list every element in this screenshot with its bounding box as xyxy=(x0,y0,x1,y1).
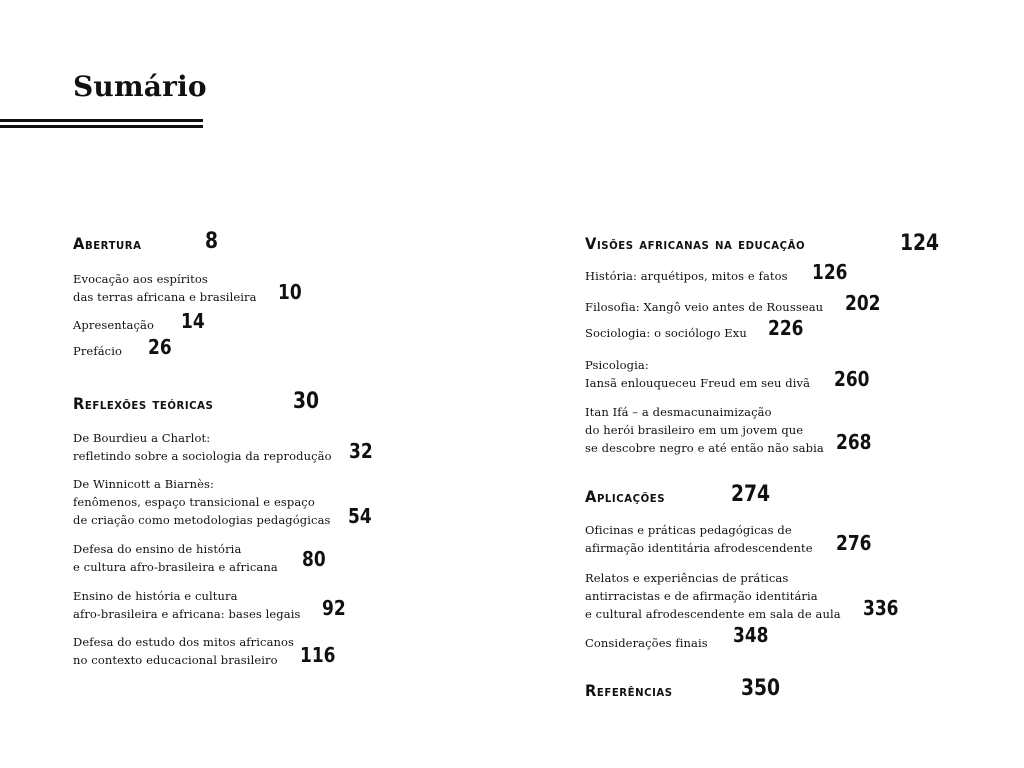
entry-page-number: 54 xyxy=(348,504,372,528)
entry-page-number: 26 xyxy=(148,335,172,359)
entry-title-line: De Bourdieu a Charlot: xyxy=(73,431,211,445)
section-page-number: 8 xyxy=(205,229,219,254)
entry-title-line: e cultura afro-brasileira e africana xyxy=(73,560,278,574)
entry-title-line: De Winnicott a Biarnès: xyxy=(73,477,215,491)
entry-page-number: 14 xyxy=(181,309,205,333)
page-title: Sumário xyxy=(73,70,207,103)
entry-title-line: se descobre negro e até então não sabia xyxy=(585,441,824,455)
entry-page-number: 126 xyxy=(812,260,848,284)
entry-title-line: Considerações finais xyxy=(585,636,708,650)
entry-page-number: 226 xyxy=(768,316,804,340)
section-page-number: 124 xyxy=(900,231,940,256)
entry-page-number: 268 xyxy=(836,430,872,454)
entry-title-line: afro-brasileira e africana: bases legais xyxy=(73,607,301,621)
entry-title-line: Oficinas e práticas pedagógicas de xyxy=(585,523,792,537)
title-rule-top xyxy=(0,119,203,122)
entry-title-line: refletindo sobre a sociologia da reprodução xyxy=(73,449,332,463)
section-title: Abertura xyxy=(73,234,142,253)
entry-title-line: do herói brasileiro em um jovem que xyxy=(585,423,804,437)
entry-page-number: 336 xyxy=(863,596,899,620)
entry-title-line: Psicologia: xyxy=(585,358,649,372)
entry-title-line: Defesa do estudo dos mitos africanos xyxy=(73,635,295,649)
entry-title-line: Apresentação xyxy=(73,318,154,332)
section-page-number: 30 xyxy=(293,389,320,414)
title-rule-bottom xyxy=(0,125,203,128)
entry-title-line: História: arquétipos, mitos e fatos xyxy=(585,269,788,283)
entry-page-number: 92 xyxy=(322,596,346,620)
entry-title-line: Ensino de história e cultura xyxy=(73,589,238,603)
entry-title-line: antirracistas e de afirmação identitária xyxy=(585,589,818,603)
entry-title-line: Iansã enlouqueceu Freud em seu divã xyxy=(585,376,811,390)
entry-page-number: 32 xyxy=(349,439,373,463)
entry-page-number: 80 xyxy=(302,547,326,571)
entry-title-line: Itan Ifá – a desmacunaimização xyxy=(585,405,772,419)
section-title: Aplicações xyxy=(585,487,666,506)
entry-title-line: Relatos e experiências de práticas xyxy=(585,571,789,585)
entry-title-line: Evocação aos espíritos xyxy=(73,272,208,286)
entry-title-line: e cultural afrodescendente em sala de aula xyxy=(585,607,841,621)
section-page-number: 274 xyxy=(731,482,771,507)
entry-title-line: fenômenos, espaço transicional e espaço xyxy=(73,495,315,509)
entry-page-number: 202 xyxy=(845,291,881,315)
entry-page-number: 348 xyxy=(733,623,769,647)
section-page-number: 350 xyxy=(741,676,781,701)
entry-page-number: 116 xyxy=(300,643,336,667)
entry-page-number: 260 xyxy=(834,367,870,391)
section-title: Referências xyxy=(585,681,673,700)
entry-title-line: afirmação identitária afrodescendente xyxy=(585,541,813,555)
entry-page-number: 276 xyxy=(836,531,872,555)
entry-title-line: Prefácio xyxy=(73,344,122,358)
entry-title-line: de criação como metodologias pedagógicas xyxy=(73,513,331,527)
entry-title-line: das terras africana e brasileira xyxy=(73,290,257,304)
entry-title-line: Filosofia: Xangô veio antes de Rousseau xyxy=(585,300,824,314)
section-title: Reflexões teóricas xyxy=(73,394,214,413)
entry-page-number: 10 xyxy=(278,280,302,304)
entry-title-line: Sociologia: o sociólogo Exu xyxy=(585,326,747,340)
entry-title-line: Defesa do ensino de história xyxy=(73,542,242,556)
entry-title-line: no contexto educacional brasileiro xyxy=(73,653,278,667)
section-title: Visões africanas na educação xyxy=(585,234,806,253)
